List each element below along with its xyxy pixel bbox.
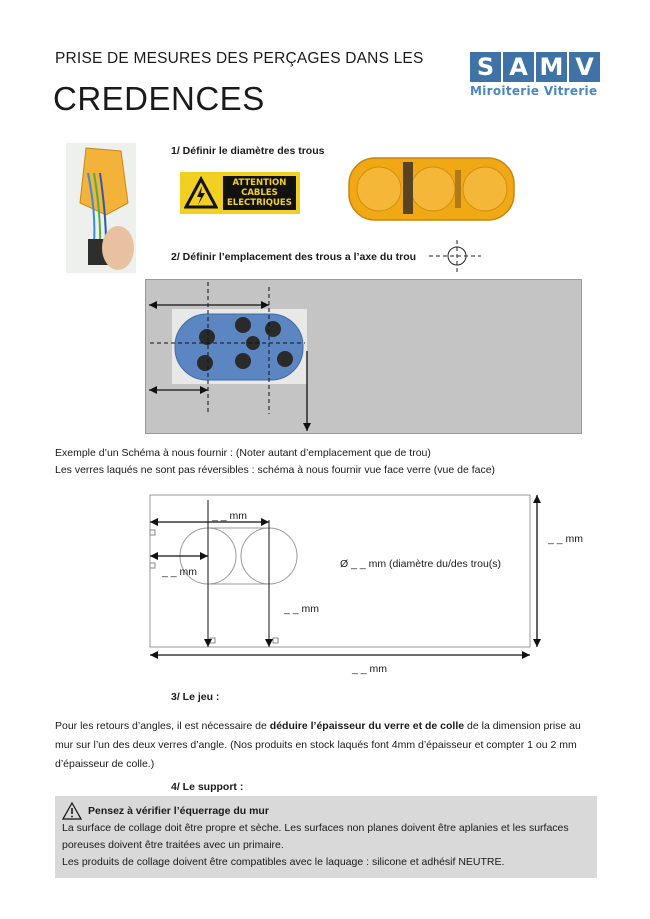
logo-letter-s: S <box>470 52 501 82</box>
step-1-label: 1/ Définir le diamètre des trous <box>171 145 325 157</box>
warning-triangle-icon <box>62 802 82 820</box>
step-3-paragraph <box>55 717 600 774</box>
dim-top-label: _ _ mm <box>212 510 248 522</box>
hole-placement-photo <box>145 279 582 434</box>
step-3-text-start: Pour les retours d’angles, il est nécessaire de <box>55 720 270 732</box>
logo-tagline: Miroiterie Vitrerie <box>470 84 598 98</box>
step-3-text-bold: déduire l’épaisseur du verre et de colle <box>269 720 465 732</box>
warning-line-2: Les produits de collage doivent être compatibles avec le laquage : silicone et adhésif NEUTRE. <box>62 856 505 868</box>
samv-logo <box>470 52 605 100</box>
logo-letter-v: V <box>569 52 600 82</box>
warning-heading-row <box>62 802 590 820</box>
yellow-junction-box-photo <box>345 152 520 226</box>
example-line-1: Exemple d’un Schéma à nous fournir : (Noter autant d’emplacement que de trou) <box>55 447 431 459</box>
warning-sign-line-1: ATTENTION <box>232 178 287 188</box>
warning-sign-line-2: CABLES <box>241 188 278 198</box>
dim-width-label: _ _ mm <box>352 663 388 675</box>
step-3-text-end: de la dimension prise au mur sur l’un des deux verres d’angle. (Nos produits en stock laqués font 4mm d’épaisseur et compter 1 ou 2 mm d’épaisseur de colle.) <box>55 720 581 770</box>
high-voltage-icon <box>184 176 218 210</box>
step-3-label: 3/ Le jeu : <box>171 691 220 703</box>
warning-sign-line-3: ELECTRIQUES <box>227 198 292 208</box>
electrical-box-hand-photo <box>66 143 136 273</box>
title-line-1: PRISE DE MESURES DES PERÇAGES DANS LES <box>55 50 424 67</box>
diameter-note: Ø _ _ mm (diamètre du/des trou(s) <box>340 558 502 570</box>
logo-letter-a: A <box>503 52 534 82</box>
dim-middle-label: _ _ mm <box>284 603 320 615</box>
warning-line-1: La surface de collage doit être propre et sèche. Les surfaces non planes doivent être aplanies et les surfaces poreuses doivent être traitées avec un primaire. <box>62 822 569 851</box>
step-2-label: 2/ Définir l’emplacement des trous a l’axe du trou <box>171 251 417 263</box>
title-line-2: CREDENCES <box>53 80 265 117</box>
logo-letter-m: M <box>536 52 567 82</box>
warning-heading: Pensez à vérifier l’équerrage du mur <box>88 804 269 817</box>
example-line-2: Les verres laqués ne sont pas réversibles : schéma à nous fournir vue face verre (vue de face) <box>55 464 496 476</box>
wall-warning-box <box>55 796 597 878</box>
step-4-label: 4/ Le support : <box>171 781 244 793</box>
electrical-warning-sign <box>180 172 300 214</box>
dim-left-label: _ _ mm <box>162 566 198 578</box>
crosshair-icon <box>425 240 483 272</box>
dim-height-label: _ _ mm <box>548 533 584 545</box>
